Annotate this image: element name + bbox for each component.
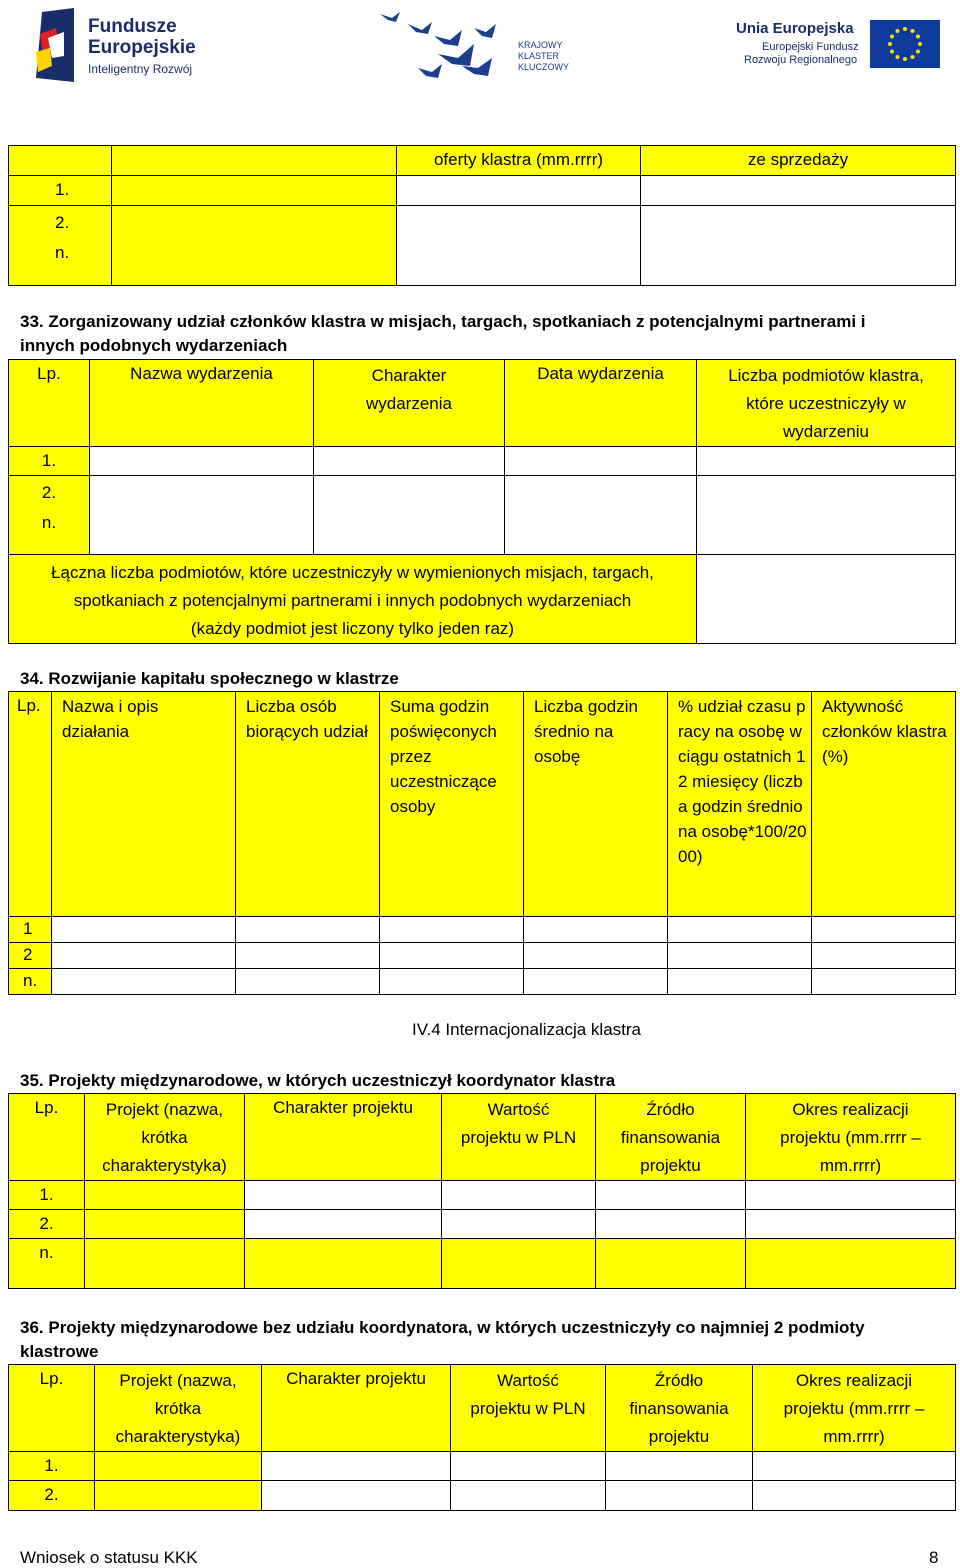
table-cell <box>596 1239 746 1289</box>
section-33-heading: 33. Zorganizowany udział członków klastra w misjach, targach, spotkaniach z potencjalnymi partnerami i innych podobnych wydarzeniach <box>20 312 866 355</box>
table-cell <box>746 1181 956 1210</box>
table-cell <box>524 969 668 995</box>
header-lp: Lp. <box>9 1365 95 1452</box>
table-cell <box>245 1181 442 1210</box>
fe-logo-icon <box>34 8 76 82</box>
row-number: n. <box>9 1239 85 1289</box>
fe-title-1: Fundusze <box>88 16 177 37</box>
footer-page-number: 8 <box>929 1548 939 1567</box>
row-number: 1 <box>9 917 52 943</box>
header-period: Okres realizacji projektu (mm.rrrr – mm.rrrr) <box>746 1094 956 1181</box>
table-cell <box>314 447 505 476</box>
table-cell <box>236 969 380 995</box>
top-table-cell <box>397 176 641 206</box>
row-number: 1. <box>9 1452 95 1481</box>
table-cell <box>746 1210 956 1239</box>
ue-sub-1: Europejski Fundusz <box>762 41 859 53</box>
table-cell <box>697 476 956 555</box>
table-cell <box>451 1481 606 1511</box>
table-cell <box>606 1481 753 1511</box>
header-project-value: Wartość projektu w PLN <box>442 1094 596 1181</box>
table-cell <box>314 476 505 555</box>
table-cell <box>668 943 812 969</box>
header-lp: Lp. <box>9 360 90 447</box>
table-cell <box>380 917 524 943</box>
top-table-cell <box>397 206 641 286</box>
table-cell <box>505 447 697 476</box>
section-35-table <box>8 1093 956 1289</box>
table-cell <box>236 943 380 969</box>
table-cell <box>697 447 956 476</box>
header-people-count: Liczba osób biorących udział <box>236 692 380 917</box>
fe-logo <box>34 8 224 84</box>
kkk-text-1: KRAJOWY <box>518 40 563 50</box>
table-cell <box>746 1239 956 1289</box>
top-table-cell <box>112 176 397 206</box>
header-action-name: Nazwa i opis działania <box>52 692 236 917</box>
table-cell <box>668 969 812 995</box>
top-table-cell <box>641 176 956 206</box>
row-number: 2. <box>9 1481 95 1511</box>
header-activity: Aktywność członków klastra (%) <box>812 692 956 917</box>
header-participants: Liczba podmiotów klastra, które uczestniczyły w wydarzeniu <box>697 360 956 447</box>
table-cell <box>85 1181 245 1210</box>
table-cell <box>524 943 668 969</box>
header-project-type: Charakter projektu <box>262 1365 451 1452</box>
row-number: 1. <box>9 1181 85 1210</box>
table-cell <box>245 1239 442 1289</box>
row-number: 2. n. <box>9 476 90 555</box>
table-cell <box>262 1452 451 1481</box>
row-number: 1. <box>9 176 112 206</box>
table-cell <box>596 1181 746 1210</box>
header-lp: Lp. <box>9 1094 85 1181</box>
row-number: 2. n. <box>9 206 112 286</box>
row-number: 1. <box>9 447 90 476</box>
top-table-cell <box>9 146 112 176</box>
top-table-header-offer: oferty klastra (mm.rrrr) <box>397 146 641 176</box>
table-cell <box>52 943 236 969</box>
table-cell <box>52 969 236 995</box>
table-cell <box>85 1239 245 1289</box>
table-cell <box>236 917 380 943</box>
top-table-cell <box>112 206 397 286</box>
row-number: 2 <box>9 943 52 969</box>
table-cell <box>85 1210 245 1239</box>
table-cell <box>753 1481 956 1511</box>
top-table <box>8 145 956 286</box>
header-lp: Lp. <box>9 692 52 917</box>
table-cell <box>380 943 524 969</box>
ue-sub-2: Rozwoju Regionalnego <box>744 54 858 66</box>
ue-title: Unia Europejska <box>736 20 854 37</box>
total-participants-label: Łączna liczba podmiotów, które uczestniczyły w wymienionych misjach, targach, spotkaniach z potencjalnymi partnerami i innych podobnych wydarzeniach (każdy podmiot jest liczony tylko jeden raz) <box>9 555 697 644</box>
top-table-header-sales: ze sprzedaży <box>641 146 956 176</box>
header-event-date: Data wydarzenia <box>505 360 697 447</box>
header-work-share: % udział czasu pracy na osobę w ciągu ostatnich 12 miesięcy (liczba godzin średnio na osobę*100/2000) <box>668 692 812 917</box>
table-cell <box>95 1452 262 1481</box>
row-number: 2. <box>9 1210 85 1239</box>
section-33-table <box>8 359 956 644</box>
header-event-type: Charakter wydarzenia <box>314 360 505 447</box>
top-table-cell <box>112 146 397 176</box>
header-project: Projekt (nazwa, krótka charakterystyka) <box>95 1365 262 1452</box>
table-cell <box>442 1181 596 1210</box>
section-34-table <box>8 691 956 995</box>
section-34-heading: 34. Rozwijanie kapitału społecznego w klastrze <box>20 669 399 688</box>
fe-title-2: Europejskie <box>88 37 196 58</box>
table-cell <box>442 1239 596 1289</box>
fe-subtitle: Inteligentny Rozwój <box>88 62 193 76</box>
row-number: n. <box>9 969 52 995</box>
table-cell <box>52 917 236 943</box>
header-project: Projekt (nazwa, krótka charakterystyka) <box>85 1094 245 1181</box>
table-cell <box>380 969 524 995</box>
header-event-name: Nazwa wydarzenia <box>90 360 314 447</box>
header-funding-source: Źródło finansowania projektu <box>596 1094 746 1181</box>
table-cell <box>812 943 956 969</box>
section-36-table <box>8 1364 956 1511</box>
table-cell <box>245 1210 442 1239</box>
kkk-text-3: KLUCZOWY <box>518 62 570 72</box>
table-cell <box>524 917 668 943</box>
table-cell <box>812 917 956 943</box>
section-36-heading: 36. Projekty międzynarodowe bez udziału koordynatora, w których uczestniczyły co najmniej 2 podmioty klastrowe <box>20 1318 865 1361</box>
table-cell <box>451 1452 606 1481</box>
top-table-cell <box>641 206 956 286</box>
birds-icon <box>378 8 508 84</box>
eu-flag-icon <box>870 20 940 68</box>
total-participants-value <box>697 555 956 644</box>
footer-doc-name: Wniosek o statusu KKK <box>20 1548 198 1567</box>
table-cell <box>596 1210 746 1239</box>
subsection-title: IV.4 Internacjonalizacja klastra <box>412 1020 642 1039</box>
table-cell <box>90 476 314 555</box>
ue-logo <box>732 18 942 74</box>
table-cell <box>606 1452 753 1481</box>
header-project-type: Charakter projektu <box>245 1094 442 1181</box>
table-cell <box>753 1452 956 1481</box>
table-cell <box>95 1481 262 1511</box>
table-cell <box>262 1481 451 1511</box>
table-cell <box>90 447 314 476</box>
header-avg-hours: Liczba godzin średnio na osobę <box>524 692 668 917</box>
table-cell <box>812 969 956 995</box>
header-total-hours: Suma godzin poświęconych przez uczestniczące osoby <box>380 692 524 917</box>
table-cell <box>505 476 697 555</box>
header-project-value: Wartość projektu w PLN <box>451 1365 606 1452</box>
table-cell <box>668 917 812 943</box>
kkk-text-2: KLASTER <box>518 51 560 61</box>
table-cell <box>442 1210 596 1239</box>
header-funding-source: Źródło finansowania projektu <box>606 1365 753 1452</box>
kkk-logo <box>378 8 578 86</box>
header-period: Okres realizacji projektu (mm.rrrr – mm.rrrr) <box>753 1365 956 1452</box>
section-35-heading: 35. Projekty międzynarodowe, w których uczestniczył koordynator klastra <box>20 1071 616 1090</box>
